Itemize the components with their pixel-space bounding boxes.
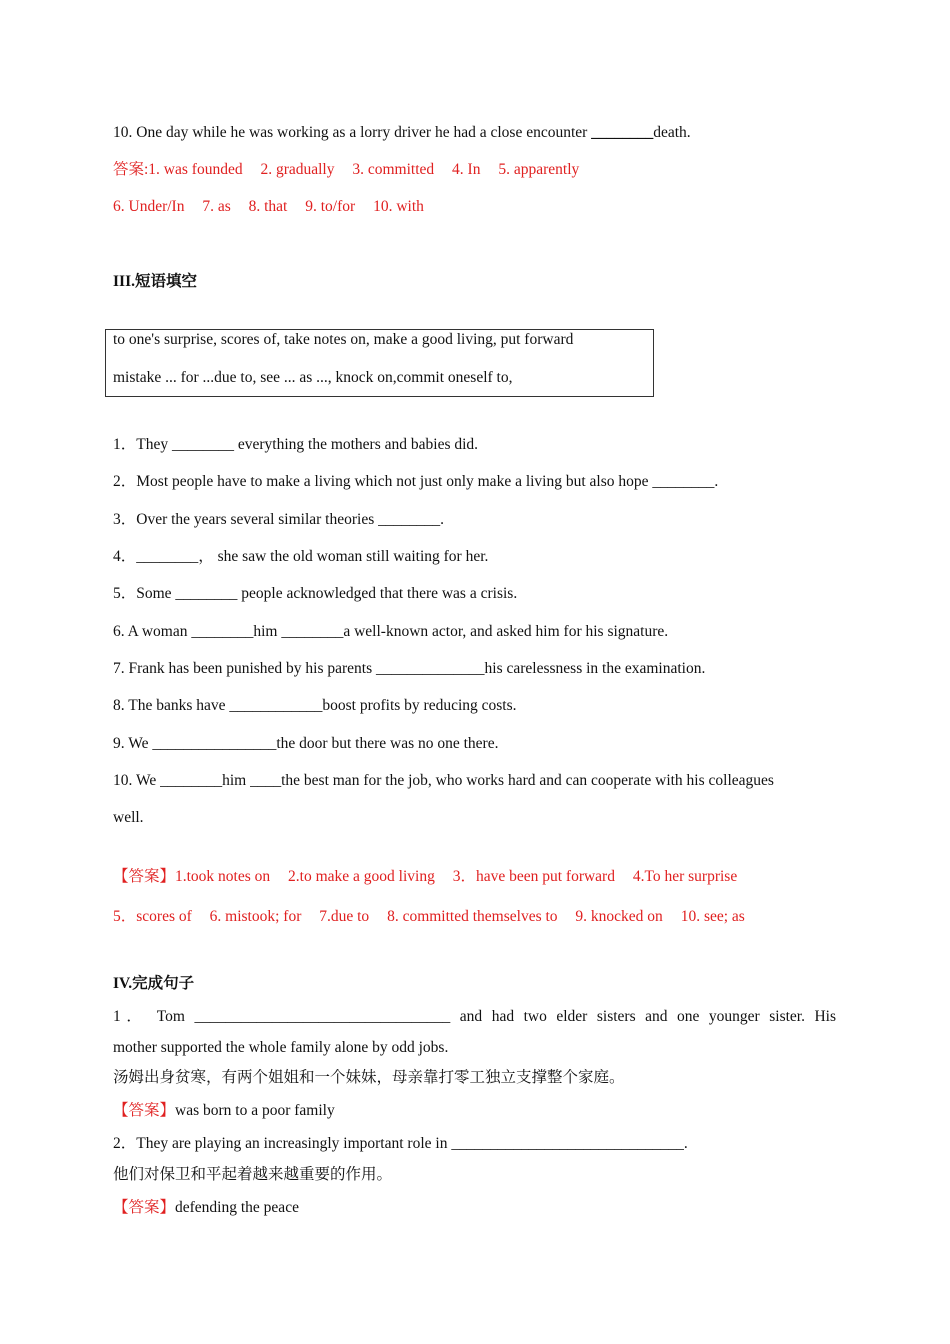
section-4-heading: IV.完成句子: [113, 975, 195, 992]
phrase-box-line-1: to one's surprise, scores of, take notes on, make a good living, put forward: [113, 331, 574, 348]
answer-blank: ________: [591, 124, 654, 141]
section-3-heading: III.短语填空: [113, 273, 197, 290]
answer-label: 【答案】: [113, 1102, 176, 1119]
answer-label: 【答案】: [113, 1199, 176, 1216]
question-10-top: 10. One day while he was working as a lorry driver he had a close encounter ________death.: [113, 124, 691, 141]
question-7: 7. Frank has been punished by his parents ______________his carelessness in the examination.: [113, 660, 706, 677]
s4-question-1-translation: 汤姆出身贫寒，有两个姐姐和一个妹妹，母亲靠打零工独立支撑整个家庭。: [113, 1069, 625, 1086]
question-6: 6. A woman ________him ________a well-known actor, and asked him for his signature.: [113, 623, 669, 640]
s4-question-1: 1． Tom _________________________________ and had two elder sisters and one younger sister. His: [113, 1008, 837, 1025]
s4-answer-2: 【答案】defending the peace: [113, 1199, 299, 1216]
s4-question-2: 2．They are playing an increasingly important role in ______________________________.: [113, 1135, 688, 1152]
s4-question-1-line-2: mother supported the whole family alone by odd jobs.: [113, 1039, 449, 1056]
answers-line-2: 6. Under/In 7. as 8. that 9. to/for 10. with: [113, 198, 424, 215]
section-3-answers-line-1: 【答案】1.took notes on 2.to make a good living 3．have been put forward 4.To her surprise: [113, 868, 738, 885]
question-10-continued: well.: [113, 809, 144, 826]
question-1: 1．They ________ everything the mothers and babies did.: [113, 436, 479, 453]
question-3: 3．Over the years several similar theories ________.: [113, 511, 445, 528]
question-4: 4．________， she saw the old woman still waiting for her.: [113, 548, 489, 565]
section-3-answers-line-2: 5．scores of 6. mistook; for 7.due to 8. committed themselves to 9. knocked on 10. see; as: [113, 908, 745, 925]
s4-answer-1: 【答案】was born to a poor family: [113, 1102, 335, 1119]
question-2: 2．Most people have to make a living which not just only make a living but also hope ________.: [113, 473, 719, 490]
question-8: 8. The banks have ____________boost profits by reducing costs.: [113, 697, 517, 714]
answers-line-1: 答案:1. was founded 2. gradually 3. committed 4. In 5. apparently: [113, 161, 580, 178]
question-9: 9. We ________________the door but there was no one there.: [113, 735, 499, 752]
phrase-box-line-2: mistake ... for ...due to, see ... as ..., knock on,commit oneself to,: [113, 369, 513, 386]
question-5: 5．Some ________ people acknowledged that there was a crisis.: [113, 585, 518, 602]
s4-question-2-translation: 他们对保卫和平起着越来越重要的作用。: [113, 1166, 393, 1183]
question-10: 10. We ________him ____the best man for the job, who works hard and can cooperate with his colleagues: [113, 772, 774, 789]
